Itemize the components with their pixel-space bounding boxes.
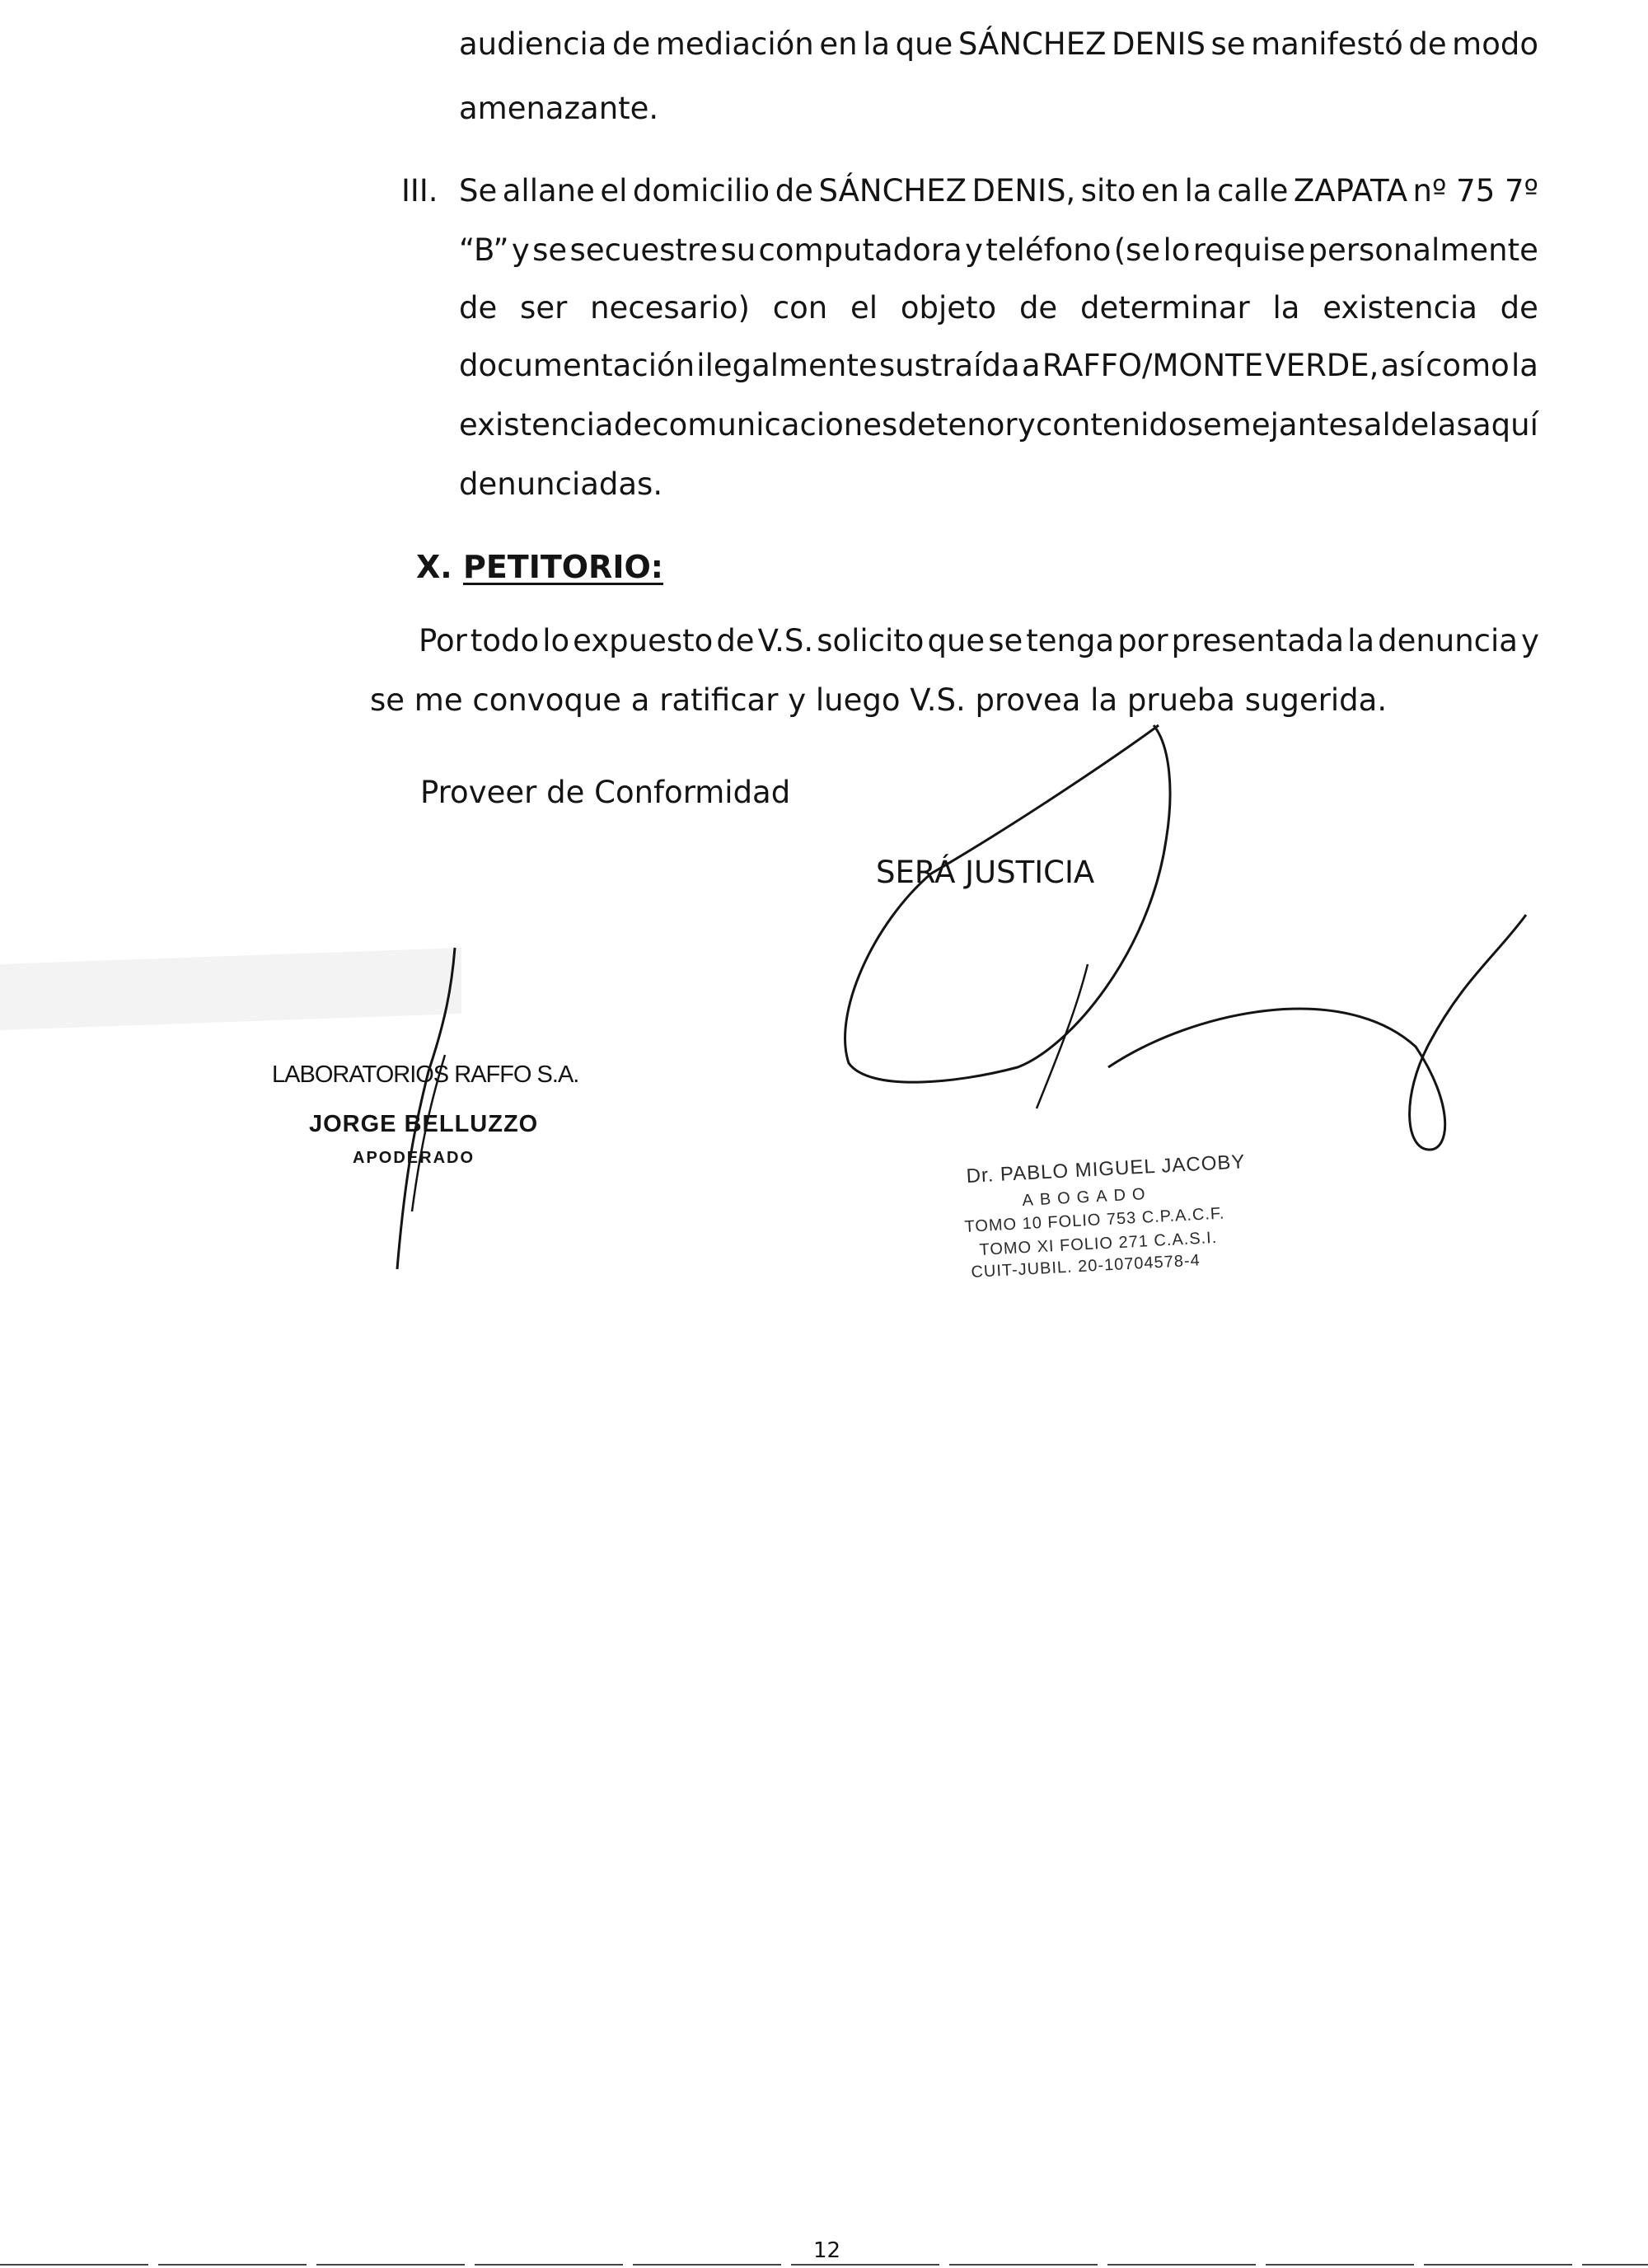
scan-noise <box>0 948 461 1030</box>
body-line: de ser necesario) con el objeto de determinar la existencia de <box>459 290 1538 326</box>
signature-left-stroke <box>412 1055 445 1211</box>
section-number: X. <box>416 549 452 585</box>
closing-phrase: Proveer de Conformidad <box>420 775 791 810</box>
signature-right-tail <box>1108 915 1526 1150</box>
body-line: audiencia de mediación en la que SÁNCHEZ DENIS se manifestó de modo <box>459 26 1538 62</box>
lawyer-stamp-cuit: CUIT-JUBIL. 20-10704578-4 <box>971 1251 1201 1282</box>
body-line: documentación ilegalmente sustraída a RAFFO/MONTE VERDE, así como la <box>459 348 1538 383</box>
item-number: III. <box>401 173 438 209</box>
signature-right <box>845 725 1170 1082</box>
sera-justicia: SERÁ JUSTICIA <box>876 855 1095 890</box>
stamp-role: APODERADO <box>353 1149 475 1167</box>
petition-line: se me convoque a ratificar y luego V.S. provea la prueba sugerida. <box>370 682 1388 718</box>
body-line: Se allane el domicilio de SÁNCHEZ DENIS, sito en la calle ZAPATA nº 75 7º <box>459 173 1538 209</box>
lawyer-stamp-title: ABOGADO <box>1022 1184 1153 1210</box>
section-title: PETITORIO: <box>462 549 663 585</box>
lawyer-stamp-name: Dr. PABLO MIGUEL JACOBY <box>966 1150 1247 1188</box>
body-line: “B” y se secuestre su computadora y teléfono (se lo requise personalmente <box>459 232 1538 268</box>
stamp-company: LABORATORIOS RAFFO S.A. <box>272 1061 579 1088</box>
lawyer-stamp-registry: TOMO XI FOLIO 271 C.A.S.I. <box>979 1228 1218 1259</box>
body-line: existencia de comunicaciones de tenor y contenido semejantes al de las aquí <box>459 407 1538 443</box>
body-line: amenazante. <box>459 91 659 126</box>
body-line: denunciadas. <box>459 466 663 502</box>
lawyer-stamp-registry: TOMO 10 FOLIO 753 C.P.A.C.F. <box>964 1204 1225 1236</box>
page-number: 12 <box>813 2238 841 2263</box>
stamp-name: JORGE BELLUZZO <box>309 1111 539 1137</box>
petition-line: Por todo lo expuesto de V.S. solicito que se tenga por presentada la denuncia y <box>419 623 1539 658</box>
